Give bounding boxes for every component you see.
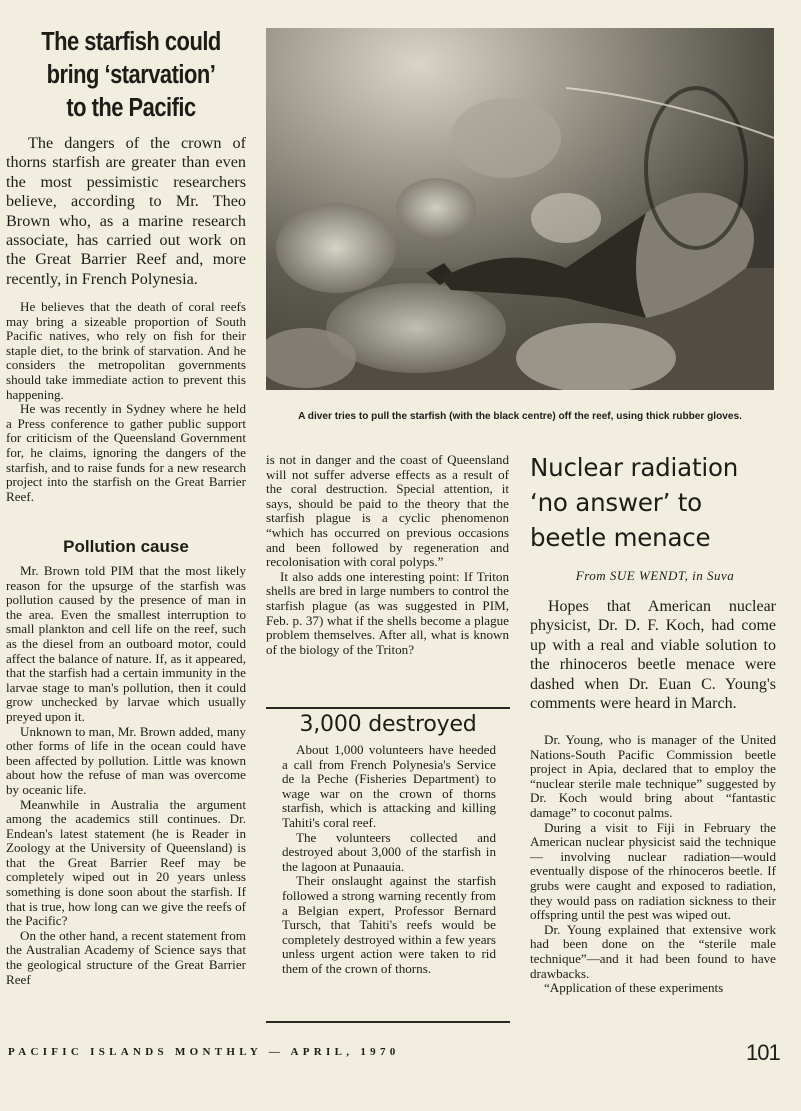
byline: From SUE WENDT, in Suva bbox=[575, 568, 735, 583]
right-lead-paragraph: Hopes that American nuclear physicist, Dr. D. F. Koch, had come up with a real and viable solution to the rhinoceros beetle menace were dashed when Dr. Euan C. Young's comments were heard in March. bbox=[530, 598, 776, 713]
left-headline-line: bring ‘starvation’ bbox=[46, 61, 216, 89]
body-paragraph: He was recently in Sydney where he held a Press conference to gather public support for criticism of the Queensland Government for, he claims, ignoring the dangers of the starfish, and to raise funds for a new research project into the starfish on the Great Barrier Reef. bbox=[6, 401, 246, 504]
left-body-top bbox=[6, 300, 246, 504]
box-body bbox=[282, 743, 496, 977]
subhead-pollution: Pollution cause bbox=[63, 537, 189, 556]
body-paragraph: On the other hand, a recent statement from the Australian Academy of Science says that the geological structure of the Great Barrier Reef bbox=[6, 927, 246, 987]
body-paragraph: Unknown to man, Mr. Brown added, many other forms of life in the ocean could have been affected by pollution. Little was known about how the refuse of man was overcome by oceanic life. bbox=[6, 723, 246, 797]
right-body bbox=[530, 733, 776, 996]
body-paragraph: Dr. Young, who is manager of the United Nations-South Pacific Commission beetle project in Apia, declared that to employ the “nuclear sterile male technique” suggested by Dr. Koch would bring about “fantastic damage” to coconut palms. bbox=[530, 732, 776, 820]
body-paragraph: is not in danger and the coast of Queensland will not suffer adverse effects as a result of the coral destruction. Special attention, it says, should be paid to the theory that the starfish plague is a cyclic phenomenon “which has occurred on previous occasions and been followed by regeneration and recolonisation with coral polyps.” bbox=[266, 452, 509, 570]
left-headline bbox=[30, 26, 231, 125]
body-paragraph: About 1,000 volunteers have heeded a call from French Polynesia's Service de la Peche (Fisheries Department) to wage war on the crown of thorns starfish, which is attacking and killing Tahiti's coral reef. bbox=[282, 742, 496, 830]
left-headline-line: The starfish could bbox=[41, 28, 221, 56]
body-paragraph: The volunteers collected and destroyed about 3,000 of the starfish in the lagoon at Punaauia. bbox=[282, 829, 496, 874]
body-paragraph: “Application of these experiments bbox=[544, 980, 724, 996]
right-headline-line: Nuclear radiation bbox=[530, 453, 739, 482]
body-paragraph: It also adds one interesting point: If Triton shells are bred in large numbers to control the starfish plague (as was suggested in PIM, Feb. p. 37) what if the shells become a plague problem themselves. After all, what is known of the biology of the Triton? bbox=[266, 568, 509, 657]
box-title: 3,000 destroyed bbox=[299, 712, 477, 737]
photo-caption: A diver tries to pull the starfish (with the black centre) off the reef, using thick rubber gloves. bbox=[298, 411, 742, 422]
right-headline-line: beetle menace bbox=[530, 523, 711, 552]
page-number: 101 bbox=[746, 1040, 780, 1065]
box-bottom-rule bbox=[266, 1021, 510, 1023]
body-paragraph: Mr. Brown told PIM that the most likely reason for the upsurge of the starfish was pollution caused by the presence of man in the area. Even the smallest interruption to small plankton and cell life on the reef, such as the diesel from an outboard motor, could affect the balance of nature. If, as it appeared, that the starfish had a certain immunity in the larvae stage to man's pollution, then it could grow unchecked by larvae which usually preyed upon it. bbox=[6, 563, 246, 724]
diver-reef-photo bbox=[266, 28, 774, 390]
body-paragraph: During a visit to Fiji in February the American nuclear physicist said the technique — involving nuclear radiation—would eventually dispose of the rhinoceros beetle. If grubs were caught and exposed to radiation, they would pass on radiation sickness to their offspring until the pest was wiped out. bbox=[530, 819, 776, 923]
left-headline-line: to the Pacific bbox=[66, 94, 196, 122]
photo-illustration bbox=[266, 28, 774, 390]
body-paragraph: He believes that the death of coral reefs may bring a sizeable proportion of South Pacific natives, who rely on fish for their staple diet, to the brink of starvation. And he considers the metropolitan governments should take immediate action to prevent this happening. bbox=[6, 299, 246, 402]
right-headline-line: ‘no answer’ to bbox=[530, 488, 702, 517]
middle-continued-text bbox=[266, 453, 509, 657]
box-top-rule bbox=[266, 707, 510, 709]
left-body-bottom bbox=[6, 564, 246, 987]
body-paragraph: Their onslaught against the starfish followed a strong warning recently from a Belgian expert, Professor Bernard Tursch, that Tahiti's reefs would be completely destroyed within a few years unless urgent action were taken to rid them of the crown of thorns. bbox=[282, 873, 496, 976]
body-paragraph: Dr. Young explained that extensive work had been done on the “sterile male technique”—and it had been found to have drawbacks. bbox=[530, 921, 776, 981]
publication-footer: PACIFIC ISLANDS MONTHLY — APRIL, 1970 bbox=[8, 1046, 400, 1058]
right-headline bbox=[530, 450, 780, 555]
left-lead-paragraph: The dangers of the crown of thorns starfish are greater than even the most pessimistic researchers believe, according to Mr. Theo Brown who, as a marine research associate, has carried out work on the Great Barrier Reef and, more recently, in French Polynesia. bbox=[6, 134, 246, 288]
body-paragraph: Meanwhile in Australia the argument among the academics still continues. Dr. Endean's latest statement (he is Reader in Zoology at the University of Queensland) is that the Great Barrier Reef may be completely wiped out in 20 years unless something is done soon about the starfish. If that is true, how long can we give the reefs of the Pacific? bbox=[6, 796, 246, 929]
